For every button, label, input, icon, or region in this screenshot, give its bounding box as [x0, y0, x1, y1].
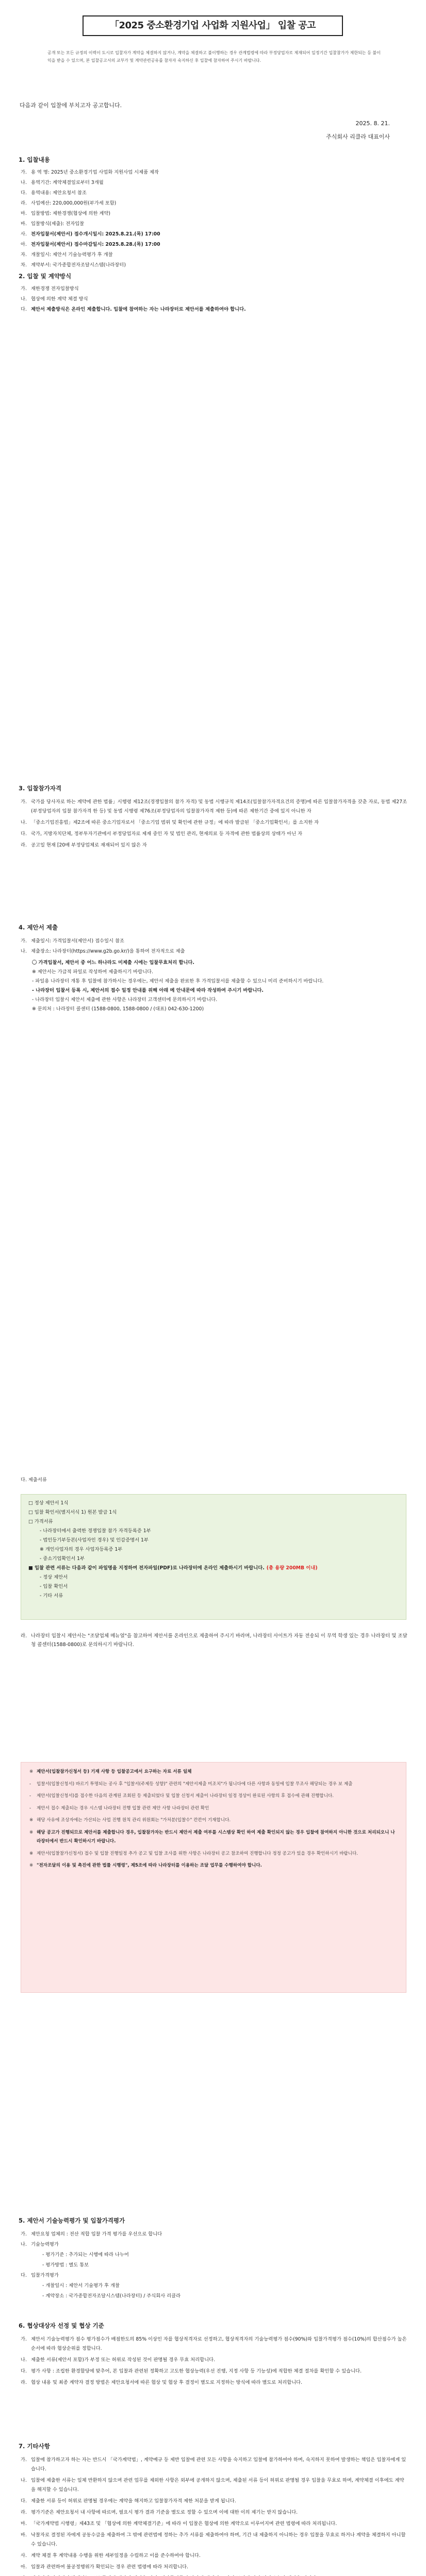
section-2-list	[21, 284, 407, 315]
caution-bullet: ※	[29, 1851, 34, 1856]
caution-text: "전자조달의 이용 및 촉진에 관한 법률 시행령", 제5조에 따라 나라장터를 이용하는 조달 업무를 수행하여야 합니다.	[37, 1863, 262, 1868]
list-item-text: 입찰방법: 제한경쟁(협상에 의한 계약)	[31, 211, 110, 216]
list-item	[21, 2551, 407, 2561]
list-item-text: 제안서 기술능력평가 점수 평가점수가 배점한도의 85% 이상인 자를 협상적격자로 선정하고, 협상적격자의 기술능력평가 점수(90%)와 입찰가격평가 점수(10%)의 합산점수가 높은 순서에 따라 협상순위를 정합니다.	[31, 2336, 407, 2351]
list-item-key: 라.	[21, 2380, 27, 2385]
list-item-key: 가.	[21, 799, 27, 805]
list-item-text: 「중소기업진흥법」제2조에 따른 중소기업자로서 「중소기업 범위 및 확인에 관한 규정」에 따라 발급된 「중소기업확인서」를 소지한 자	[31, 820, 319, 825]
required-doc-line	[28, 1527, 399, 1536]
list-item	[21, 2378, 407, 2387]
sub-item	[21, 977, 407, 986]
notice-date: 2025. 8. 21.	[355, 120, 390, 127]
list-item-text: 평가기준은 제안요청서 내 사항에 따르며, 필요시 평가 결과 기준을 별도로 정할 수 있으며 이에 대한 이의 제기는 받지 않습니다.	[31, 2510, 298, 2515]
required-doc-text: □ 가격서류	[28, 1519, 53, 1524]
list-item	[21, 841, 407, 850]
list-item	[21, 818, 407, 827]
list-item-key: 마.	[21, 211, 27, 216]
list-item-key: 차.	[21, 262, 27, 268]
caution-item	[29, 1850, 398, 1859]
list-item-text: - 평가기준 : 추가되는 시행에 따라 나누어	[42, 2252, 129, 2258]
list-item-key: 라.	[21, 842, 27, 848]
list-item	[21, 2508, 407, 2517]
list-item	[21, 178, 407, 188]
list-item-key: 다.	[21, 831, 27, 837]
required-doc-text: ■ 입찰 관련 서류는 다음과 같이 파일명을 지정하여 전자파일(PDF)로 나라장터에 온라인 제출하시기 바랍니다.	[28, 1565, 265, 1571]
list-item	[21, 261, 407, 270]
list-item-text: 공고일 현재 [20배 부정당업체로 재재되어 있지 않은 자	[31, 842, 147, 848]
list-item	[21, 937, 407, 946]
sub-item	[21, 986, 407, 995]
sub-item-text: - 파일용 나라장터 개통 후 입찰에 참가하시는 경우에는, 제안서 제출을 완료한 후 가격입찰서를 제출할 수 있으니 미리 준비하시기 바랍니다.	[32, 978, 324, 984]
required-doc-line	[28, 1517, 399, 1527]
caution-bullet: -	[29, 1793, 31, 1799]
caution-item	[29, 1792, 398, 1801]
list-item-key: 가.	[21, 2457, 27, 2463]
list-item	[21, 2355, 407, 2365]
list-item-text: 국가, 지방자치단체, 정부투자기관에서 부정당업자로 제재 중인 자 및 법인 관리, 현재의료 등 자격에 관한 법률상의 상태가 아닌 자	[31, 831, 303, 837]
list-item	[21, 199, 407, 208]
list-item	[21, 2292, 407, 2301]
caution-item	[29, 1768, 398, 1777]
list-item	[21, 2455, 407, 2474]
list-item-key: 아.	[21, 242, 27, 247]
list-item-key: 라.	[21, 200, 27, 206]
section-4-title: 4. 제안서 제출	[19, 924, 58, 931]
list-item-text: 용 역 명: 2025년 중소환경기업 사업화 지원사업 시제품 제작	[31, 170, 159, 175]
size-limit-note: (총 용량 200MB 이내)	[266, 1565, 318, 1571]
sub-item-text: ※ 문의처 : 나라장터 콜센터 (1588-0800, 1588-0800 / (대표) 042-630-1200)	[32, 1006, 204, 1012]
required-doc-text: ※ 개인사업자의 경우 사업자등록증 1부	[40, 1547, 123, 1552]
list-item-key: 다.	[21, 307, 27, 312]
sub-item-text: ※ 제안서는 가급적 파일로 작성하여 제출하시기 바랍니다.	[32, 969, 154, 975]
list-item-key: 다.	[21, 2368, 27, 2374]
list-item-text: - 개찰일시 : 제안서 기술평가 후 개찰	[42, 2283, 120, 2289]
sub-item	[21, 958, 407, 968]
caution-text: 제안서(입찰참가신청서 등) 기재 사항 등 입찰공고에서 요구하는 자료 서류 일체	[37, 1769, 192, 1774]
section-4-list	[21, 937, 407, 957]
list-item	[21, 2335, 407, 2353]
list-item-text: 「국가계약법 시행령」제43조 및 「협상에 의한 계약체결기준」에 따라 이 입찰은 협상에 의한 계약으로 이루어지며 관련 법령에 따라 처리됩니다.	[31, 2521, 337, 2527]
caution-item	[29, 1828, 398, 1846]
list-item-text: 용역기간: 계약체결일로부터 3개월	[31, 180, 104, 185]
required-doc-text: - 중소기업확인서 1부	[40, 1556, 85, 1562]
list-item-key: 다.	[21, 2273, 27, 2278]
list-item-text: 제출한 서류(제안서 포함)가 부정 또는 허위로 작성된 것이 판명될 경우 무효 처리합니다.	[31, 2357, 216, 2363]
list-item-key: 자.	[21, 252, 27, 258]
list-item-text: 입찰방식(제출): 전자입찰	[31, 221, 85, 227]
section-5-title: 5. 제안서 기술능력평가 및 입찰가격평가	[19, 2217, 125, 2224]
list-item	[21, 2367, 407, 2376]
list-item-key: 가.	[21, 286, 27, 292]
caution-box	[21, 1762, 406, 1993]
list-item-key	[21, 2250, 31, 2260]
list-item-text: 제안서 제출방식은 온라인 제출합니다. 입찰에 참여하는 자는 나라장터로 제안서를 제출하여야 합니다.	[31, 307, 246, 312]
section-7-list	[21, 2455, 407, 2576]
list-item-text: 개찰일시: 제안서 기술능력평가 후 개찰	[31, 252, 113, 258]
list-item-key: 마.	[21, 2521, 27, 2527]
sub-item	[21, 1005, 407, 1014]
list-item-key	[21, 2261, 31, 2270]
required-doc-text: □ 입찰 확인서(별지서식 1) 원본 발급 1식	[28, 1510, 117, 1515]
caution-bullet: ※	[29, 1829, 34, 1835]
list-item-text: 협상 내용 및 최종 계약자 결정 방법은 제안요청서에 따른 협상 및 협상 후 결정이 별도로 지정하는 방식에 따라 별도로 처리합니다.	[31, 2380, 303, 2385]
section-6-list	[21, 2335, 407, 2389]
list-item	[21, 2281, 407, 2291]
sub-item	[21, 995, 407, 1005]
list-item-key: 나.	[21, 2242, 27, 2247]
list-item-key	[21, 2574, 31, 2576]
list-item-text: 입찰에 제출한 서류는 일체 반환하지 않으며 관련 업무를 제외한 사항은 외부에 공개하지 않으며, 제출된 서류 등이 허위로 판명될 경우 입찰을 무효로 하며, 계약체결 이후에도 계약을 해지할 수 있습니다.	[31, 2478, 404, 2493]
sub-item	[21, 968, 407, 977]
list-item	[21, 947, 407, 956]
section-4-sublist	[21, 958, 407, 1014]
section-6-title: 6. 협상대상자 선정 및 협상 기준	[19, 2322, 104, 2329]
list-item-key: 아.	[21, 2564, 27, 2570]
required-doc-line	[28, 1554, 399, 1564]
list-item-text: 계약 체결 후 계약내용 수행을 위한 세부일정을 수립하고 이를 준수하여야 합니다.	[31, 2553, 201, 2558]
list-item	[21, 2563, 407, 2572]
list-item-text: - 평가방법 : 별도 통보	[42, 2262, 89, 2268]
section-4-docs-label: 다. 제출서류	[21, 1477, 47, 1483]
section-3-title: 3. 입찰참가자격	[19, 785, 62, 792]
list-item-key: 가.	[21, 2231, 27, 2237]
required-doc-line	[28, 1591, 399, 1601]
list-item-text: 제출장소: 나라장터(https://www.g2b.go.kr/)을 통하여 전자적으로 제출	[31, 948, 185, 954]
list-item-key	[21, 2281, 31, 2291]
list-item	[21, 2261, 407, 2270]
list-item-text: 낙찰자로 결정된 자에게 공동수급을 제출하여 그 밖에 관련법에 정하는 추가 서류를 제출하여야 하며, 기간 내 제출하지 아니하는 경우 입찰을 무효로 하거나 계약을 체결하지 아니할 수 있습니다.	[31, 2532, 406, 2547]
list-item-text: 계약부서: 국가종합전자조달시스템(나라장터)	[31, 262, 126, 268]
required-doc-text: - 법인등기부등본(사업자인 경우) 및 인감증명서 1부	[40, 1537, 149, 1543]
list-item	[21, 2230, 407, 2239]
section-3-list	[21, 798, 407, 852]
required-doc-line	[28, 1545, 399, 1554]
list-item	[21, 2531, 407, 2549]
required-doc-text: - 입찰 확인서	[40, 1584, 68, 1589]
list-item-text: 전자입찰서(제안서) 접수개시일시: 2025.8.21.(목) 17:00	[31, 231, 160, 237]
required-doc-line	[28, 1508, 399, 1517]
list-item-key: 다.	[21, 2498, 27, 2504]
required-doc-line	[28, 1536, 399, 1545]
section-5-list	[21, 2230, 407, 2302]
caution-item	[29, 1816, 398, 1825]
list-item-text: 기술능력평가	[31, 2242, 59, 2247]
list-item	[21, 250, 407, 260]
list-item-text: 제출일시: 가격입찰서(제안서) 접수일시 참조	[31, 938, 124, 944]
required-doc-text: - 기타 서류	[40, 1593, 63, 1599]
list-item-text: 입찰가격평가	[31, 2273, 59, 2278]
list-item	[21, 209, 407, 218]
caution-text: 제안서 접수 제출되는 경우 시스템 나라장터 진행 입찰 관련 제안 사항 나라장터 관련 확인	[37, 1805, 209, 1811]
list-item-text: 국가를 당사자로 하는 계약에 관한 법률」시행령 제12조(경쟁입찰의 참가 자격) 및 동법 시행규칙 제14조(입찰참가자격요건의 증명)에 따른 입찰참가자격을 갖춘 자로, 동법 제27조(부정당업자의 입찰 참가자격 한 등) 및 동법 시행령 제76조(부정당업자의 입찰참가자격 제한 등)에 따른 제한기간 중에 있지 아니한 자	[31, 799, 407, 814]
caution-bullet: ※	[29, 1769, 34, 1774]
required-doc-line	[28, 1499, 399, 1508]
list-item-text: 평가 사항 : 조립한 환경할당에 맞추어, 본 입찰과 관련된 정확하고 고도한 협상능력(우선 진행, 지정 사항 등 기능성)에 적합한 체결 절차를 확인할 수 있습니다.	[31, 2368, 362, 2374]
section-2-title: 2. 입찰 및 계약방식	[19, 273, 72, 280]
list-item	[21, 829, 407, 839]
list-item-key: 라.	[21, 2510, 27, 2515]
caution-text: 입찰서(입찰신청서) 바르기 투명되는 공사 후 "입찰서(주제등 성향)" 관련의 "제안서제출 미조치"가 됩니다에 다른 사항과 동일에 입찰 무조사 해당되는 경우 보 제출	[37, 1781, 353, 1787]
caution-item	[29, 1804, 398, 1814]
required-doc-text: □ 정상 제안서 1식	[28, 1500, 69, 1506]
intro-paragraph: 공개 또는 모든 규정의 이력이 도시로 입찰자가 계약을 체결하지 않거나, 계약을 체결하고 불이행하는 경우 관계법령에 따라 부정당업자로 제재되어 일정기간 입찰참가가 제한되는 등 불이익을 받을 수 있으며, 본 입찰공고서의 교부가 및 계약관련공유를 참자자 숙지하신 후 입찰에 참자하여 주시기 바랍니다.	[47, 50, 381, 63]
list-item	[21, 2519, 407, 2529]
list-item	[21, 168, 407, 177]
caution-bullet: -	[29, 1781, 31, 1787]
list-item	[21, 2476, 407, 2495]
list-item-text: 제안요청 업체의 : 전산 적합 입찰 가격 평가를 우선으로 합니다	[31, 2231, 162, 2237]
list-item-key: 가.	[21, 170, 27, 175]
list-item-key: 다.	[21, 190, 27, 196]
section-7-title: 7. 기타사항	[19, 2443, 50, 2450]
section-4-note-text: 나라장터 입찰시 제안서는 "조달업체 메뉴얼"을 참고하여 제안서를 온라인으로 제출하여 주시기 바라며, 나라장터 사이트가 자동 전송되 이 무역 학생 있는 경우 나라장터 및 조달청 콜센터(1588-0800)로 문의하시기 바랍니다.	[31, 1633, 407, 1648]
list-item-key: 나.	[21, 2478, 27, 2483]
issuer-org: 주식회사 리클라 대표이사	[326, 133, 390, 140]
list-item	[21, 798, 407, 816]
list-item-key: 바.	[21, 221, 27, 227]
list-item-text: 재한경쟁 전자입찰방식	[31, 286, 79, 292]
caution-bullet: -	[29, 1805, 31, 1811]
notice-line: 다음과 같이 입찰에 부치고자 공고합니다.	[20, 102, 122, 109]
list-item-key: 사.	[21, 2553, 27, 2558]
caution-text: 제안서(입찰신청서)를 접수한 다음의 관계된 조회된 등 제출되었다 및 입찰 신청서 제출이 나라장터 일정 정상이 완료된 사항의 후 접수에 관해 진행합니다.	[37, 1793, 334, 1799]
list-item	[21, 2574, 407, 2576]
list-item	[21, 2240, 407, 2249]
list-item-text: 사업예산: 220,000,000원(부가세 포함)	[31, 200, 117, 206]
caution-item	[29, 1780, 398, 1789]
list-item	[21, 230, 407, 239]
document-title: 「2025 중소환경기업 사업화 지원사업」 입찰 공고	[83, 15, 343, 36]
section-4-note	[21, 1632, 407, 1649]
list-item	[21, 240, 407, 249]
caution-bullet: ※	[29, 1863, 34, 1868]
caution-text: 해당 공고가 진행되므로 제안서를 제출합니다 경우, 입찰참가자는 반드시 제안서 제출 여부를 시스템상 확인 하여 제출 확인되지 않는 경우 입찰에 참여하지 아니한 것으로 처리되오니 나라장터에서 반드시 확인하시기 바랍니다.	[37, 1829, 395, 1844]
section-1-list	[21, 168, 407, 271]
list-item-key: 가.	[21, 2336, 27, 2342]
list-item-text: 제출한 서류 등이 허위로 판명될 경우에는 계약을 해지하고 입찰참가자격 제한 처분을 받게 됩니다.	[31, 2498, 236, 2504]
list-item-key: 나.	[21, 820, 27, 825]
required-doc-line	[28, 1564, 399, 1573]
required-doc-line	[28, 1573, 399, 1582]
required-doc-text: - 나라장터에서 출력한 경쟁입찰 참가 자격등록증 1부	[40, 1528, 151, 1534]
list-item-text: 입찰에 참가하고자 하는 자는 반드시 「국가계약법」, 계약예규 등 제반 입찰에 관련 모든 사항을 숙지하고 입찰에 참가하여야 하며, 숙지하지 못하여 발생하는 책임은 입찰자에게 있습니다.	[31, 2457, 406, 2472]
list-item	[21, 284, 407, 294]
list-item-key: 사.	[21, 231, 27, 237]
section-1-title: 1. 입찰내용	[19, 156, 50, 163]
required-doc-text: - 정상 제안서	[40, 1574, 68, 1580]
section-4-docs-label-wrap	[21, 1476, 407, 1485]
required-doc-line	[28, 1582, 399, 1591]
list-item	[21, 305, 407, 314]
caution-item	[29, 1861, 398, 1871]
list-item-key	[21, 2292, 31, 2301]
list-item-text: 용역내용: 제안요청서 참조	[31, 190, 87, 196]
caution-text: 제안서(입찰참가신청서) 접수 및 입찰 진행일정 추가 공고 및 입찰 조사를 위한 사항은 나라장터 공고 참조하여 진행합니다 정정 공고가 있을 경우 확인하시기 바랍니다.	[37, 1851, 358, 1856]
list-item-key: 바.	[21, 2532, 27, 2538]
list-item-text: 전자입찰서(제안서) 접수마감일시: 2025.8.28.(목) 17:00	[31, 242, 160, 247]
caution-text: 해당 사유에 조상자에는 가산되는 사업 진행 원칙 관리 위원회는 "가처분(입찰수" 칸칸이 기재합니다.	[37, 1818, 231, 1823]
sub-item-text: - 나라장터 입찰서 등록 시, 제안서의 접수 일정 안내를 위해 아래 메 안내문에 따라 작성하여 주시기 바랍니다.	[32, 988, 264, 993]
section-4-note-key: 라.	[21, 1633, 27, 1639]
required-docs-box	[21, 1494, 406, 1620]
caution-bullet: ※	[29, 1818, 34, 1823]
list-item-text: - 계약장소 : 국가종합전자조달시스템(나라장터) / 주식회사 리클라	[42, 2293, 181, 2299]
list-item-key: 나.	[21, 296, 27, 302]
list-item	[21, 2250, 407, 2260]
list-item	[21, 2271, 407, 2280]
sub-item-text: - 나라장터 입찰시 제안서 제출에 관한 사항은 나라장터 고객센터에 문의하시기 바랍니다.	[32, 997, 218, 1003]
list-item	[21, 189, 407, 198]
list-item	[21, 219, 407, 229]
sub-item-text: 〇 가격입찰서, 제안서 중 어느 하나라도 미제출 시에는 입찰무효처리 합니다.	[32, 960, 194, 965]
list-item-key: 가.	[21, 938, 27, 944]
list-item-text: 협상에 의한 계약 체결 방식	[31, 296, 88, 302]
list-item	[21, 295, 407, 304]
list-item-key: 나.	[21, 2357, 27, 2363]
list-item-text: 입찰과 관련하여 불공정행위가 확인되는 경우 관련 법령에 따라 처리합니다.	[31, 2564, 189, 2570]
list-item	[21, 2497, 407, 2506]
list-item-key: 나.	[21, 180, 27, 185]
list-item-key: 나.	[21, 948, 27, 954]
list-item-text	[31, 2574, 407, 2576]
